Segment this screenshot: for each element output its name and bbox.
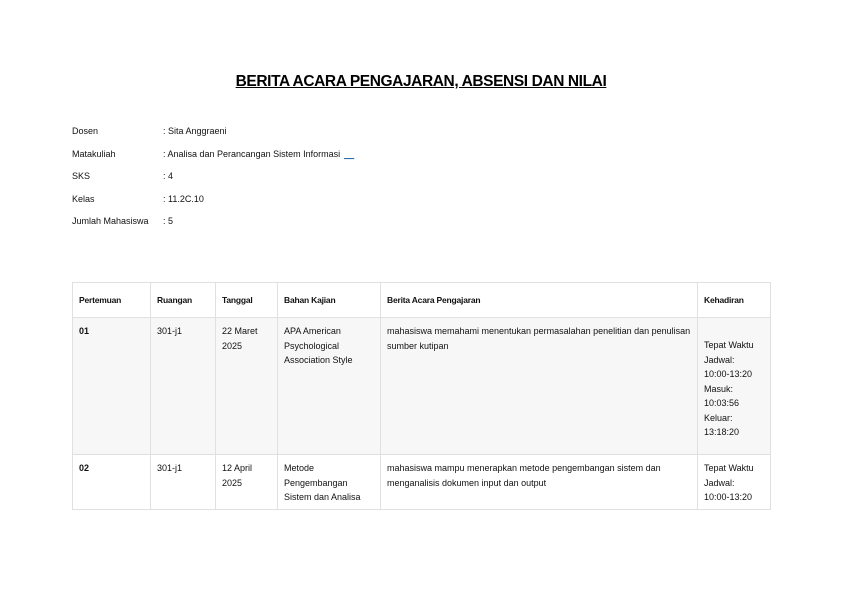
kehadiran-line: 10:00-13:20 (704, 492, 753, 502)
kehadiran-line: Jadwal: (704, 477, 735, 488)
cell-bahan-kajian: Metode Pengembangan Sistem dan Analisa (278, 455, 381, 510)
meta-value-text: : Analisa dan Perancangan Sistem Informasi (163, 148, 341, 159)
kehadiran-line: Jadwal: (704, 354, 735, 365)
meta-value: : Sita Anggraeni (163, 126, 227, 136)
kehadiran-line: 13:18:20 (704, 427, 740, 437)
cell-pertemuan: 02 (73, 455, 151, 510)
cell-kehadiran (698, 455, 771, 510)
document-title: BERITA ACARA PENGAJARAN, ABSENSI DAN NILAI (235, 73, 607, 90)
link-marker[interactable]: __ (344, 148, 355, 159)
table-row (73, 455, 771, 510)
kehadiran-status: Tepat Waktu (704, 340, 754, 350)
meta-value: : 5 (163, 216, 174, 226)
header-bahan-kajian: Bahan Kajian (278, 283, 381, 318)
kehadiran-line: Masuk: (704, 383, 734, 394)
cell-kehadiran (698, 318, 771, 455)
cell-tanggal: 22 Maret 2025 (216, 318, 278, 455)
meta-value: : 4 (163, 171, 174, 181)
meta-label: Kelas (72, 193, 95, 204)
table-row (73, 318, 771, 455)
cell-ruangan: 301-j1 (151, 455, 216, 510)
cell-ruangan: 301-j1 (151, 318, 216, 455)
cell-pertemuan: 01 (73, 318, 151, 455)
meta-label: Dosen (72, 126, 99, 136)
header-ruangan: Ruangan (151, 283, 216, 318)
kehadiran-line: 10:00-13:20 (704, 369, 753, 379)
meta-label: SKS (72, 171, 91, 181)
attendance-table (72, 282, 771, 510)
cell-berita-acara: mahasiswa mampu menerapkan metode pengembangan sistem dan menganalisis dokumen input dan output (381, 455, 698, 510)
kehadiran-line: 10:03:56 (704, 398, 740, 408)
cell-tanggal: 12 April 2025 (216, 455, 278, 510)
kehadiran-line: Keluar: (704, 412, 733, 423)
meta-label: Jumlah Mahasiswa (72, 216, 149, 226)
meta-value (163, 149, 354, 159)
meta-value: : 11.2C.10 (163, 193, 204, 204)
cell-berita-acara: mahasiswa memahami menentukan permasalahan penelitian dan penulisan sumber kutipan (381, 318, 698, 455)
kehadiran-status: Tepat Waktu (704, 463, 754, 473)
meta-label: Matakuliah (72, 148, 116, 159)
header-berita-acara: Berita Acara Pengajaran (381, 283, 698, 318)
header-tanggal: Tanggal (216, 283, 278, 318)
header-kehadiran: Kehadiran (698, 283, 771, 318)
table-header-row (73, 283, 771, 318)
header-pertemuan: Pertemuan (73, 283, 151, 318)
cell-bahan-kajian: APA American Psychological Association Style (278, 318, 381, 455)
